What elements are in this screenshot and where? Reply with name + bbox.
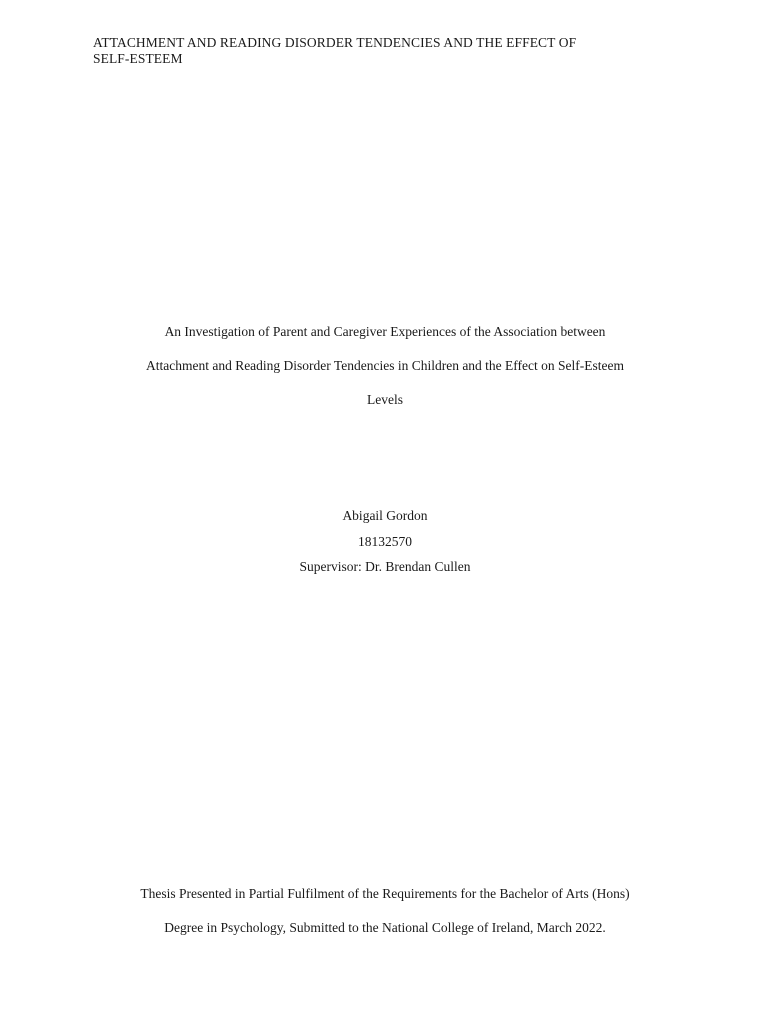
author-name: Abigail Gordon [342, 508, 428, 523]
running-head [93, 35, 693, 67]
author-info [0, 507, 770, 584]
submission-note-line-1: Thesis Presented in Partial Fulfilment of the Requirements for the Bachelor of Arts (Hons) [140, 886, 630, 901]
thesis-title-line-1: An Investigation of Parent and Caregiver Experiences of the Association between [164, 324, 606, 339]
running-head-line-2: SELF-ESTEEM [93, 51, 183, 66]
supervisor-name: Supervisor: Dr. Brendan Cullen [299, 559, 471, 574]
submission-note-line-2: Degree in Psychology, Submitted to the National College of Ireland, March 2022. [164, 920, 606, 935]
thesis-title-line-2: Attachment and Reading Disorder Tendencies in Children and the Effect on Self-Esteem [145, 358, 625, 373]
thesis-title [0, 322, 770, 424]
student-number: 18132570 [358, 533, 412, 549]
submission-note [0, 884, 770, 952]
thesis-title-line-3: Levels [367, 392, 403, 407]
running-head-line-1: ATTACHMENT AND READING DISORDER TENDENCIES AND THE EFFECT OF [93, 35, 577, 50]
